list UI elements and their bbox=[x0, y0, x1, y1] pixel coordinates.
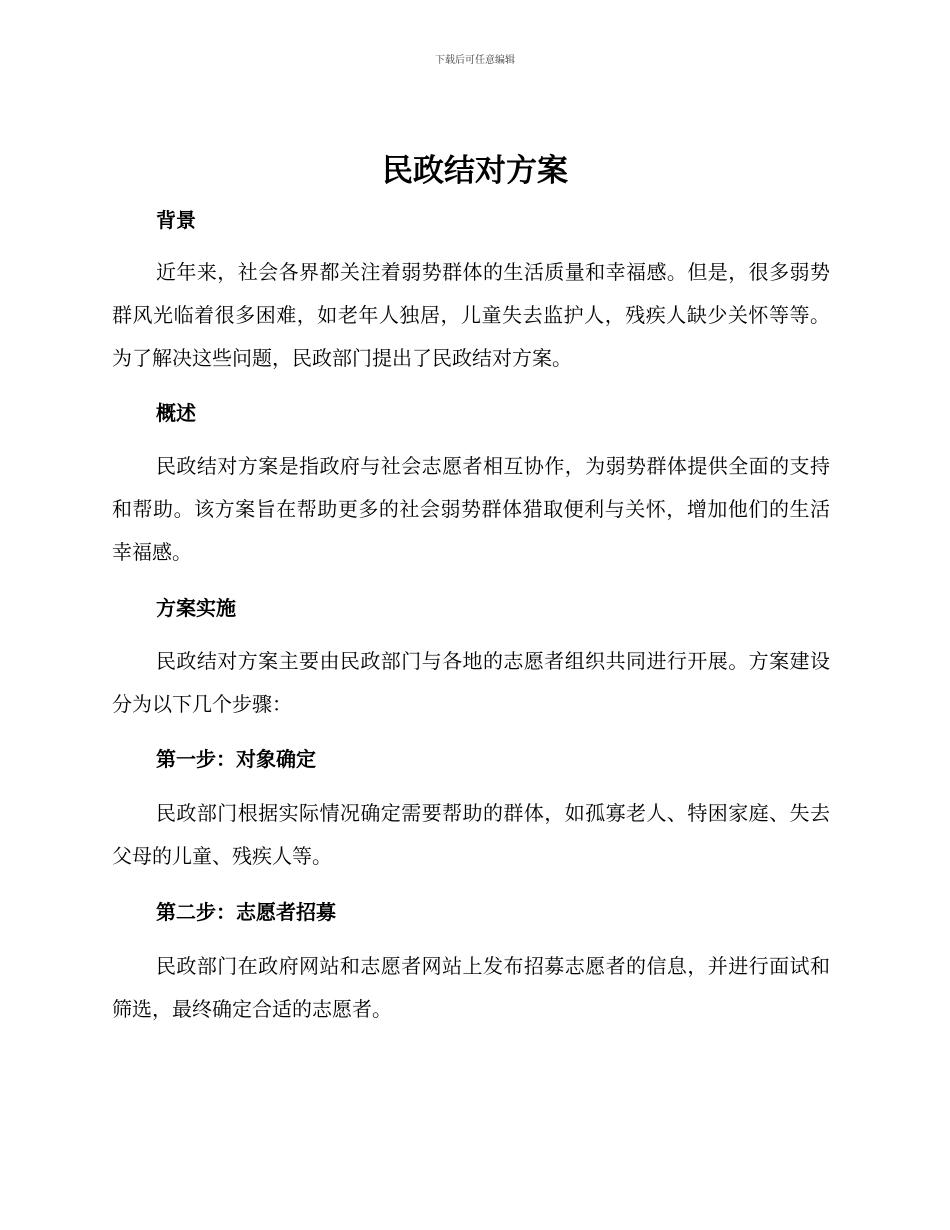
section-heading-step-one: 第一步：对象确定 bbox=[156, 747, 316, 771]
section-paragraph-implementation: 民政结对方案主要由民政部门与各地的志愿者组织共同进行开展。方案建设分为以下几个步骤： bbox=[112, 649, 830, 716]
section-heading-overview: 概述 bbox=[156, 401, 196, 425]
section-paragraph-step-two: 民政部门在政府网站和志愿者网站上发布招募志愿者的信息，并进行面试和筛选，最终确定合适的志愿者。 bbox=[112, 954, 830, 1021]
document-title: 民政结对方案 bbox=[382, 153, 568, 189]
section-paragraph-overview: 民政结对方案是指政府与社会志愿者相互协作，为弱势群体提供全面的支持和帮助。该方案旨在帮助更多的社会弱势群体猎取便利与关怀，增加他们的生活幸福感。 bbox=[112, 454, 830, 564]
header-note: 下载后可任意编辑 bbox=[435, 55, 515, 66]
section-heading-step-two: 第二步：志愿者招募 bbox=[156, 900, 336, 924]
section-heading-background: 背景 bbox=[156, 208, 196, 232]
section-heading-implementation: 方案实施 bbox=[156, 596, 236, 620]
section-paragraph-background: 近年来，社会各界都关注着弱势群体的生活质量和幸福感。但是，很多弱势群风光临着很多困难，如老年人独居，儿童失去监护人，残疾人缺少关怀等等。为了解决这些问题，民政部门提出了民政结对方案。 bbox=[112, 260, 830, 370]
section-paragraph-step-one: 民政部门根据实际情况确定需要帮助的群体，如孤寡老人、特困家庭、失去父母的儿童、残疾人等。 bbox=[112, 801, 830, 868]
